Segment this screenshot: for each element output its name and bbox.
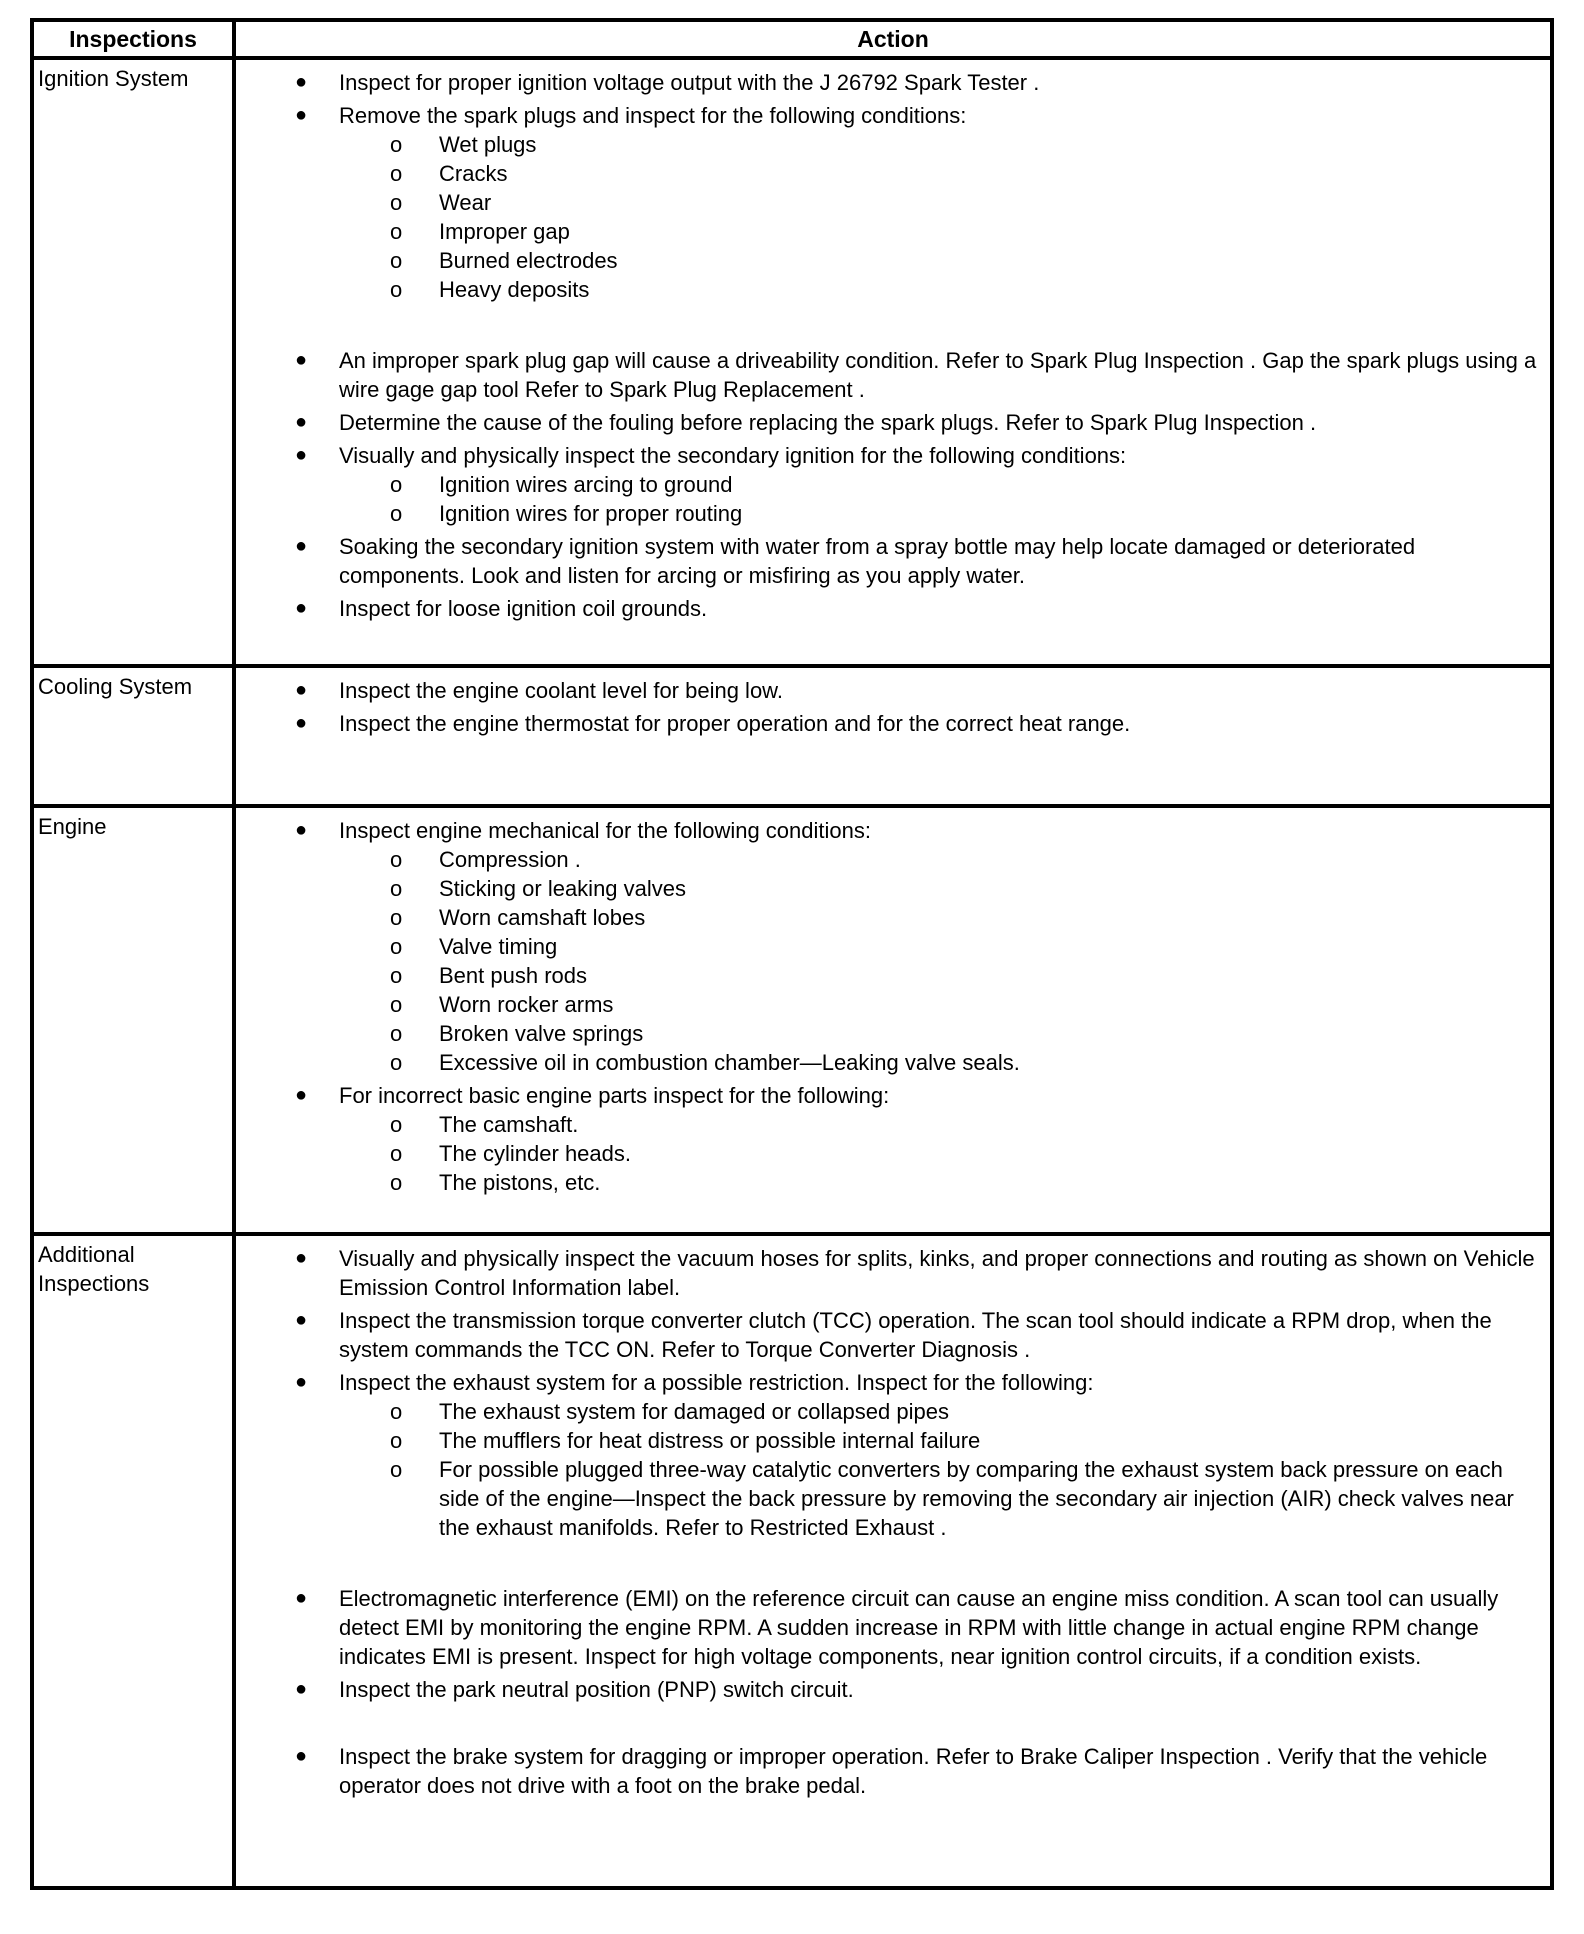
sub-text: Ignition wires arcing to ground bbox=[439, 472, 733, 497]
sub-list bbox=[339, 1397, 1544, 1542]
bullet-dot-icon: ● bbox=[295, 71, 308, 93]
circle-bullet-icon: o bbox=[390, 1428, 403, 1453]
circle-bullet-icon: o bbox=[390, 934, 403, 959]
sub-item bbox=[339, 1110, 1544, 1139]
sub-text: Worn camshaft lobes bbox=[439, 905, 646, 930]
circle-bullet-icon: o bbox=[390, 277, 403, 302]
circle-bullet-icon: o bbox=[390, 248, 403, 273]
bullet-list bbox=[236, 676, 1544, 738]
sub-item bbox=[339, 130, 1544, 159]
sub-list bbox=[339, 1110, 1544, 1197]
bullet-text: Inspect the engine thermostat for proper operation and for the correct heat range. bbox=[339, 711, 1131, 736]
bullet-dot-icon: ● bbox=[295, 349, 308, 371]
bullet-text: Inspect the park neutral position (PNP) switch circuit. bbox=[339, 1677, 854, 1702]
bullet-text: Inspect engine mechanical for the following conditions: bbox=[339, 818, 871, 843]
sub-item bbox=[339, 1426, 1544, 1455]
sub-item bbox=[339, 990, 1544, 1019]
bullet-dot-icon: ● bbox=[295, 1678, 308, 1700]
row-label-cooling-system: Cooling System bbox=[32, 666, 234, 806]
bullet-dot-icon: ● bbox=[295, 679, 308, 701]
sub-item bbox=[339, 1019, 1544, 1048]
header-inspections: Inspections bbox=[32, 20, 234, 58]
bullet-item bbox=[236, 441, 1544, 528]
row-label-engine: Engine bbox=[32, 806, 234, 1234]
bullet-item bbox=[236, 1306, 1544, 1364]
bullet-text: Inspect for loose ignition coil grounds. bbox=[339, 596, 708, 621]
circle-bullet-icon: o bbox=[390, 1050, 403, 1075]
action-cell bbox=[234, 666, 1552, 806]
bullet-text: Visually and physically inspect the secondary ignition for the following conditions: bbox=[339, 443, 1127, 468]
circle-bullet-icon: o bbox=[390, 992, 403, 1017]
sub-text: Cracks bbox=[439, 161, 508, 186]
circle-bullet-icon: o bbox=[390, 219, 403, 244]
sub-text: The pistons, etc. bbox=[439, 1170, 601, 1195]
bullet-dot-icon: ● bbox=[295, 819, 308, 841]
bullet-item bbox=[236, 1742, 1544, 1800]
bullet-text: Inspect the transmission torque converter clutch (TCC) operation. The scan tool should indicate a RPM drop, when the system commands the TCC ON. Refer to Torque Converter Diagnosis . bbox=[339, 1308, 1492, 1362]
bullet-item bbox=[236, 1244, 1544, 1302]
table-row bbox=[32, 666, 1552, 806]
bullet-dot-icon: ● bbox=[295, 104, 308, 126]
bullet-item bbox=[236, 1675, 1544, 1704]
sub-text: Heavy deposits bbox=[439, 277, 590, 302]
bullet-text: Remove the spark plugs and inspect for the following conditions: bbox=[339, 103, 967, 128]
sub-text: The mufflers for heat distress or possible internal failure bbox=[439, 1428, 981, 1453]
sub-item bbox=[339, 961, 1544, 990]
bullet-text: Inspect the exhaust system for a possible restriction. Inspect for the following: bbox=[339, 1370, 1094, 1395]
sub-item bbox=[339, 1168, 1544, 1197]
sub-text: Compression . bbox=[439, 847, 581, 872]
bullet-item bbox=[236, 408, 1544, 437]
sub-text: Wear bbox=[439, 190, 492, 215]
bullet-text: For incorrect basic engine parts inspect for the following: bbox=[339, 1083, 890, 1108]
sub-text: The cylinder heads. bbox=[439, 1141, 631, 1166]
action-cell bbox=[234, 58, 1552, 666]
sub-text: For possible plugged three-way catalytic converters by comparing the exhaust system back pressure on each side of the engine—Inspect the back pressure by removing the secondary air injection (AIR) check valves near the exhaust manifolds. Refer to Restricted Exhaust . bbox=[439, 1457, 1514, 1540]
circle-bullet-icon: o bbox=[390, 472, 403, 497]
sub-item bbox=[339, 903, 1544, 932]
sub-text: The camshaft. bbox=[439, 1112, 579, 1137]
circle-bullet-icon: o bbox=[390, 1399, 403, 1424]
table-row bbox=[32, 58, 1552, 666]
bullet-dot-icon: ● bbox=[295, 1745, 308, 1767]
sub-item bbox=[339, 932, 1544, 961]
bullet-list bbox=[236, 68, 1544, 623]
bullet-item bbox=[236, 594, 1544, 623]
sub-list bbox=[339, 130, 1544, 304]
bullet-text: Inspect the engine coolant level for being low. bbox=[339, 678, 783, 703]
action-cell bbox=[234, 1234, 1552, 1888]
bullet-text: Inspect the brake system for dragging or improper operation. Refer to Brake Caliper Inspection . Verify that the vehicle operator does not drive with a foot on the brake pedal. bbox=[339, 1744, 1488, 1798]
row-label-additional-inspections: Additional Inspections bbox=[32, 1234, 234, 1888]
sub-item bbox=[339, 188, 1544, 217]
sub-text: Worn rocker arms bbox=[439, 992, 614, 1017]
sub-text: Bent push rods bbox=[439, 963, 587, 988]
bullet-item bbox=[236, 1081, 1544, 1197]
sub-item bbox=[339, 1139, 1544, 1168]
sub-text: Wet plugs bbox=[439, 132, 537, 157]
table-row bbox=[32, 806, 1552, 1234]
sub-text: Sticking or leaking valves bbox=[439, 876, 687, 901]
bullet-item bbox=[236, 68, 1544, 97]
circle-bullet-icon: o bbox=[390, 847, 403, 872]
sub-item bbox=[339, 217, 1544, 246]
bullet-item bbox=[236, 709, 1544, 738]
bullet-list bbox=[236, 816, 1544, 1197]
bullet-dot-icon: ● bbox=[295, 535, 308, 557]
row-label-ignition-system: Ignition System bbox=[32, 58, 234, 666]
sub-list bbox=[339, 470, 1544, 528]
circle-bullet-icon: o bbox=[390, 190, 403, 215]
sub-item bbox=[339, 275, 1544, 304]
circle-bullet-icon: o bbox=[390, 1021, 403, 1046]
bullet-dot-icon: ● bbox=[295, 1247, 308, 1269]
bullet-text: Determine the cause of the fouling before replacing the spark plugs. Refer to Spark Plug Inspection . bbox=[339, 410, 1317, 435]
circle-bullet-icon: o bbox=[390, 161, 403, 186]
bullet-dot-icon: ● bbox=[295, 712, 308, 734]
circle-bullet-icon: o bbox=[390, 876, 403, 901]
bullet-item bbox=[236, 1368, 1544, 1542]
bullet-item bbox=[236, 816, 1544, 1077]
bullet-text: An improper spark plug gap will cause a driveability condition. Refer to Spark Plug Inspection . Gap the spark plugs using a wire gage gap tool Refer to Spark Plug Replacement . bbox=[339, 348, 1537, 402]
circle-bullet-icon: o bbox=[390, 501, 403, 526]
bullet-item bbox=[236, 101, 1544, 304]
inspections-table bbox=[30, 18, 1554, 1890]
bullet-dot-icon: ● bbox=[295, 411, 308, 433]
sub-item bbox=[339, 470, 1544, 499]
sub-text: The exhaust system for damaged or collapsed pipes bbox=[439, 1399, 949, 1424]
bullet-dot-icon: ● bbox=[295, 444, 308, 466]
document bbox=[30, 18, 1550, 1890]
circle-bullet-icon: o bbox=[390, 1141, 403, 1166]
sub-item bbox=[339, 159, 1544, 188]
action-cell bbox=[234, 806, 1552, 1234]
circle-bullet-icon: o bbox=[390, 1112, 403, 1137]
bullet-text: Soaking the secondary ignition system with water from a spray bottle may help locate damaged or deteriorated components. Look and listen for arcing or misfiring as you apply water. bbox=[339, 534, 1416, 588]
sub-item bbox=[339, 1048, 1544, 1077]
circle-bullet-icon: o bbox=[390, 132, 403, 157]
header-action: Action bbox=[234, 20, 1552, 58]
bullet-text: Inspect for proper ignition voltage output with the J 26792 Spark Tester . bbox=[339, 70, 1040, 95]
bullet-dot-icon: ● bbox=[295, 597, 308, 619]
sub-item bbox=[339, 1397, 1544, 1426]
header-row bbox=[32, 20, 1552, 58]
sub-item bbox=[339, 246, 1544, 275]
sub-item bbox=[339, 874, 1544, 903]
bullet-list bbox=[236, 1244, 1544, 1800]
sub-item bbox=[339, 1455, 1544, 1542]
circle-bullet-icon: o bbox=[390, 1457, 403, 1482]
table-row bbox=[32, 1234, 1552, 1888]
sub-item bbox=[339, 499, 1544, 528]
bullet-item bbox=[236, 532, 1544, 590]
bullet-dot-icon: ● bbox=[295, 1309, 308, 1331]
bullet-item bbox=[236, 676, 1544, 705]
sub-list bbox=[339, 845, 1544, 1077]
sub-item bbox=[339, 845, 1544, 874]
bullet-item bbox=[236, 1584, 1544, 1671]
circle-bullet-icon: o bbox=[390, 905, 403, 930]
sub-text: Improper gap bbox=[439, 219, 570, 244]
sub-text: Broken valve springs bbox=[439, 1021, 644, 1046]
sub-text: Valve timing bbox=[439, 934, 558, 959]
sub-text: Ignition wires for proper routing bbox=[439, 501, 743, 526]
bullet-text: Electromagnetic interference (EMI) on the reference circuit can cause an engine miss condition. A scan tool can usually detect EMI by monitoring the engine RPM. A sudden increase in RPM with little change in actual engine RPM change indicates EMI is present. Inspect for high voltage components, near ignition control circuits, if a condition exists. bbox=[339, 1586, 1499, 1669]
sub-text: Excessive oil in combustion chamber—Leaking valve seals. bbox=[439, 1050, 1020, 1075]
bullet-text: Visually and physically inspect the vacuum hoses for splits, kinks, and proper connections and routing as shown on Vehicle Emission Control Information label. bbox=[339, 1246, 1535, 1300]
bullet-item bbox=[236, 346, 1544, 404]
circle-bullet-icon: o bbox=[390, 963, 403, 988]
bullet-dot-icon: ● bbox=[295, 1084, 308, 1106]
bullet-dot-icon: ● bbox=[295, 1587, 308, 1609]
bullet-dot-icon: ● bbox=[295, 1371, 308, 1393]
circle-bullet-icon: o bbox=[390, 1170, 403, 1195]
sub-text: Burned electrodes bbox=[439, 248, 618, 273]
